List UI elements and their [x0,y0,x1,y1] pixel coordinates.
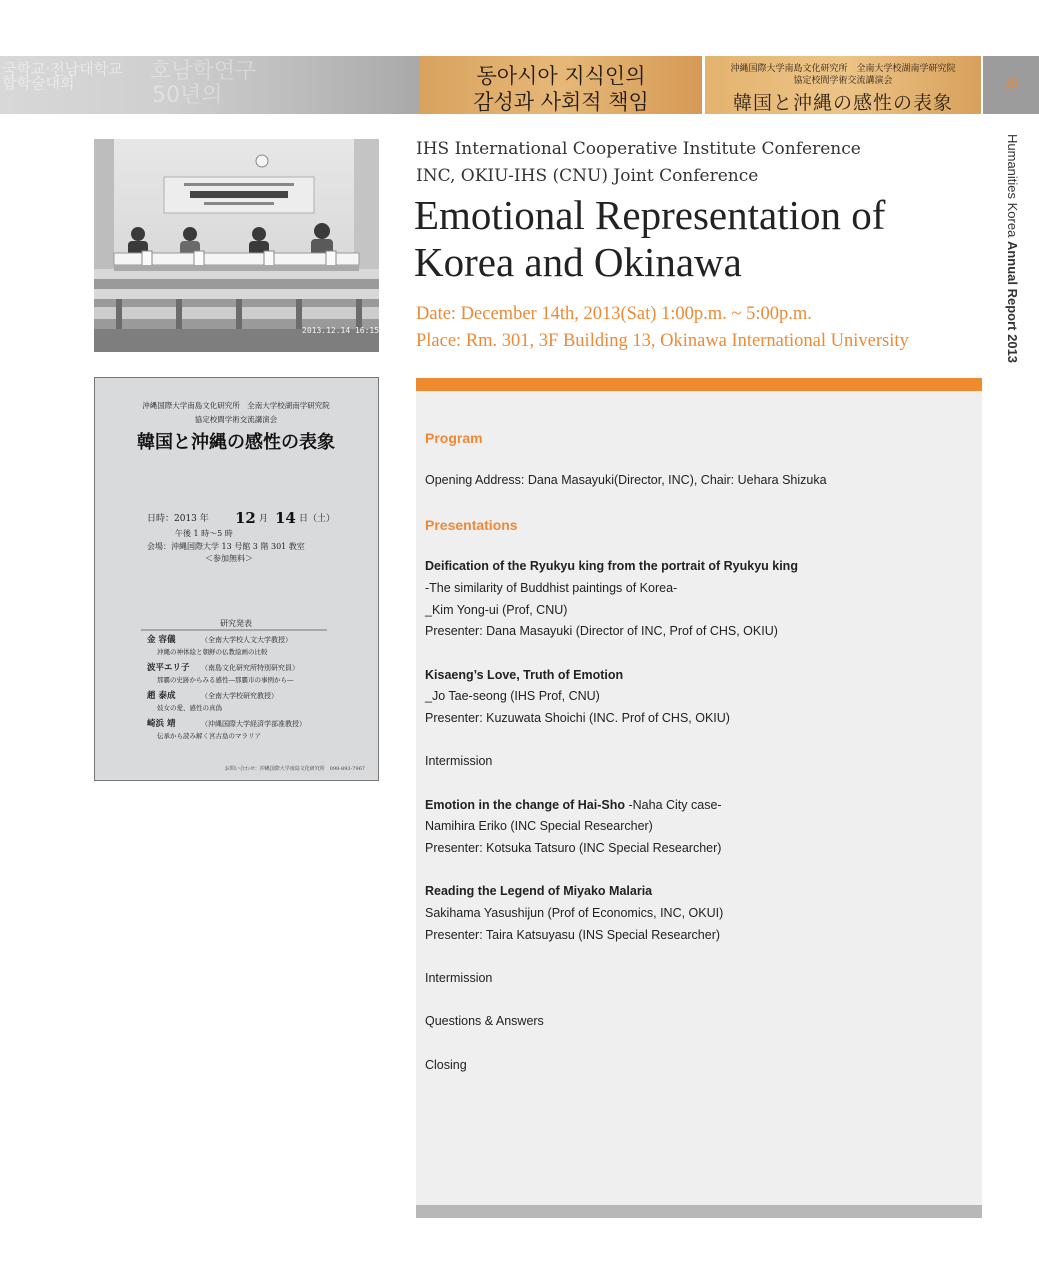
page-title [414,192,974,286]
poster-speaker-topic: 沖縄の神体絵と朝鮮の仏教絵画の比較 [157,648,268,656]
presentation-4-author: Sakihama Yasushijun (Prof of Economics, INC, OKUI) [425,906,724,920]
banner-ghost-text: 50년의 [152,83,223,108]
poster-speaker-affil: （全南大学校研究教授） [201,692,278,700]
poster-speaker-topic: 伝承から読み解く宮古島のマラリア [157,732,261,740]
side-label-normal: Humanities Korea [1005,134,1020,241]
opening-address: Opening Address: Dana Masayuki(Director, INC), Chair: Uehara Shizuka [425,473,827,487]
poster-speaker-topic: 妓女の愛、感性の真偽 [157,704,222,712]
presentation-4-presenter: Presenter: Taira Katsuyasu (INS Special Researcher) [425,928,721,942]
poster-venue: 会場：沖縄国際大学 13 号館 3 階 301 教室 [147,542,305,551]
event-place: Place: Rm. 301, 3F Building 13, Okinawa International University [416,331,909,351]
banner-mid-line1: 동아시아 지식인의 [476,64,646,88]
presentation-2-title: Kisaeng’s Love, Truth of Emotion [425,668,624,682]
poster-date-day: 14 [275,509,296,527]
poster-date-month: 12 [235,509,256,527]
poster-speaker-topic: 那覇の史跡からみる感性―那覇市の事例から― [157,676,294,684]
presentation-3-author: Namihira Eriko (INC Special Researcher) [425,819,653,833]
photo-timestamp: 2013.12.14 16:15 [302,326,379,335]
presentation-1-presenter: Presenter: Dana Masayuki (Director of INC, Prof of CHS, OKIU) [425,624,778,638]
presentation-1-subtitle: -The similarity of Buddhist paintings of Korea- [425,581,678,595]
poster-admission: ＜参加無料＞ [205,554,253,563]
poster-speaker-name: 崎浜 靖 [147,719,176,729]
panel-bottom-bar [416,1205,982,1218]
conference-poster [94,377,379,781]
closing: Closing [425,1058,467,1072]
presentation-3-presenter: Presenter: Kotsuka Tatsuro (INC Special Researcher) [425,841,722,855]
program-heading: Program [425,430,483,446]
banner-japanese-sign [705,56,981,114]
presentations-heading: Presentations [425,517,518,533]
subtitle-1: IHS International Cooperative Institute Conference [416,139,861,159]
presentation-3-title-line [425,798,722,812]
subtitle-2: INC, OKIU-IHS (CNU) Joint Conference [416,166,759,186]
presentation-2-presenter: Presenter: Kuzuwata Shoichi (INC. Prof of CHS, OKIU) [425,711,730,725]
event-date: Date: December 14th, 2013(Sat) 1:00p.m. ~ 5:00p.m. [416,304,812,324]
presentation-1-title: Deification of the Ryukyu king from the portrait of Ryukyu king [425,559,798,573]
banner-right-line2: 協定校間学術交流講演会 [793,76,893,86]
poster-speaker-affil: （南島文化研究所特別研究員） [201,664,299,672]
title-line-2: Korea and Okinawa [414,239,742,285]
banner-ghost-text: 합학술대회 [2,74,75,92]
banner-ghost-text: 국학교·전남대학교 [2,60,123,78]
presentation-2-author: _Jo Tae-seong (IHS Prof, CNU) [425,689,600,703]
intermission-1: Intermission [425,754,493,768]
poster-date-month-unit: 月 [259,514,269,524]
poster-org-line1: 沖縄国際大学南島文化研究所 全南大学校湖南学研究院 [142,401,330,410]
presentation-3-title: Emotion in the change of Hai-Sho [425,798,625,812]
page-number-box [983,56,1039,114]
poster-date-prefix: 日時：2013 年 [147,514,209,524]
presentation-4-title: Reading the Legend of Miyako Malaria [425,884,653,898]
poster-footer: お問い合わせ：沖縄国際大学南島文化研究所 098-893-7967 [224,766,365,772]
poster-section: 研究発表 [220,619,252,628]
panel-top-bar [416,378,982,391]
poster-speaker-name: 金 容儀 [147,635,176,645]
poster-title: 韓国と沖縄の感性の表象 [137,432,335,453]
side-label-bold: Annual Report 2013 [1005,240,1020,364]
top-banner [0,56,1039,114]
program-panel [416,391,982,1205]
banner-mid-line2: 감성과 사회적 책임 [473,90,649,114]
poster-org-line2: 協定校間学術交流講演会 [194,415,278,424]
poster-date-day-unit: 日（土） [299,514,336,524]
banner-photo-left [0,56,420,114]
banner-korean-sign [420,56,702,114]
banner-ghost-text: 호남학연구 [150,59,257,84]
poster-speaker-affil: （沖縄国際大学経済学部准教授） [201,720,306,728]
page-number: 15 [1004,76,1018,90]
poster-speaker-name: 波平エリ子 [147,663,190,673]
presentation-3-title-rest: -Naha City case- [625,798,722,812]
poster-time: 午後 1 時～5 時 [175,529,233,538]
conference-photo [94,139,379,352]
banner-right-line1: 沖縄国際大学南島文化研究所 全南大学校湖南学研究院 [730,64,956,74]
poster-speaker-name: 趙 泰成 [147,691,176,701]
questions-answers: Questions & Answers [425,1014,544,1028]
presentation-1-author: _Kim Yong-ui (Prof, CNU) [425,603,568,617]
title-line-1: Emotional Representation of [414,192,886,238]
intermission-2: Intermission [425,971,493,985]
banner-right-line3: 韓国と沖縄の感性の表象 [732,92,953,114]
side-label [1000,134,1020,414]
poster-speaker-affil: （全南大学校人文大学教授） [201,636,292,644]
